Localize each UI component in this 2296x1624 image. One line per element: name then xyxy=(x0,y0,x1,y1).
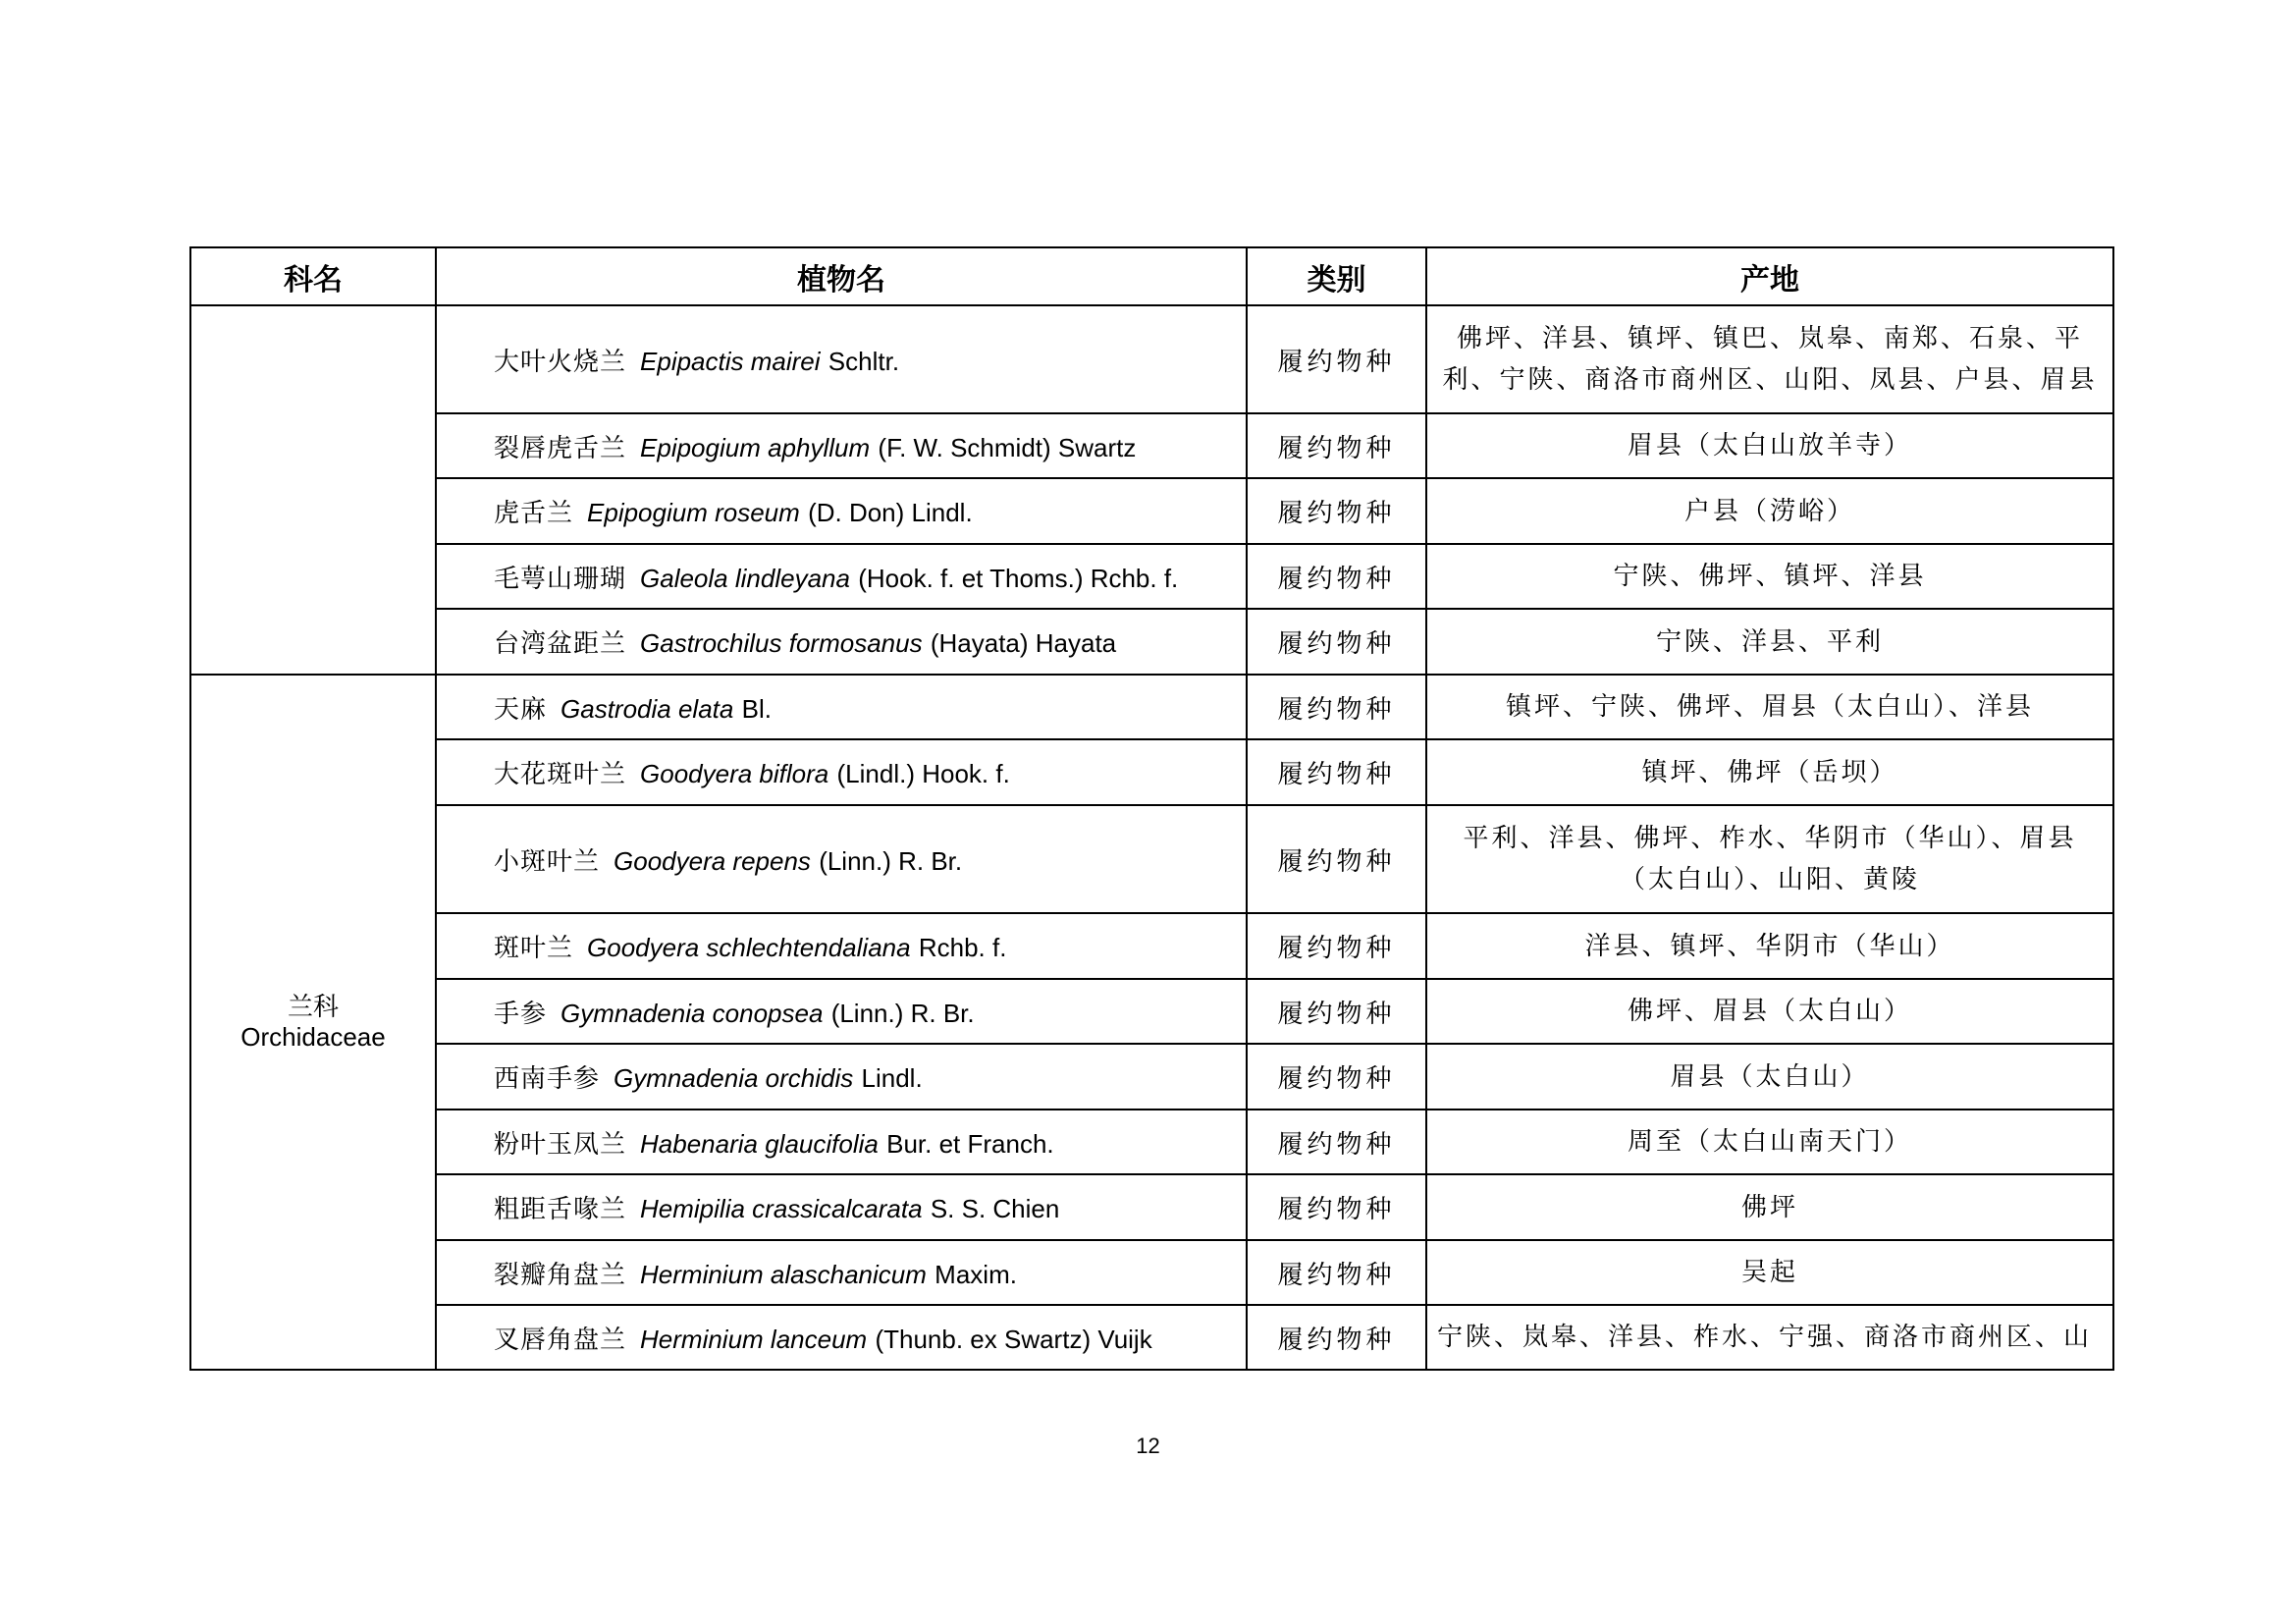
locality-cell: 户县（涝峪） xyxy=(1426,478,2113,544)
family-chinese-name: 兰科 xyxy=(287,993,339,1022)
category-cell: 履约物种 xyxy=(1247,675,1426,739)
plant-name-cell: 手参 Gymnadenia conopsea (Linn.) R. Br. xyxy=(436,979,1247,1044)
table-row xyxy=(190,1240,2113,1305)
table-row xyxy=(190,478,2113,544)
header-row xyxy=(190,247,2113,305)
family-cell xyxy=(190,675,436,1370)
locality-cell: 眉县（太白山） xyxy=(1426,1044,2113,1110)
header-family: 科名 xyxy=(190,247,436,305)
plant-name-cell: 大花斑叶兰 Goodyera biflora (Lindl.) Hook. f. xyxy=(436,739,1247,805)
plant-name-cell: 粉叶玉凤兰 Habenaria glaucifolia Bur. et Franch. xyxy=(436,1110,1247,1174)
table-row xyxy=(190,413,2113,478)
table-row xyxy=(190,1174,2113,1240)
category-cell: 履约物种 xyxy=(1247,609,1426,675)
category-cell: 履约物种 xyxy=(1247,805,1426,913)
category-cell: 履约物种 xyxy=(1247,305,1426,413)
table-row xyxy=(190,913,2113,979)
plant-name-cell: 小斑叶兰 Goodyera repens (Linn.) R. Br. xyxy=(436,805,1247,913)
table-row xyxy=(190,805,2113,913)
table-row xyxy=(190,1044,2113,1110)
plant-name-cell: 大叶火烧兰 Epipactis mairei Schltr. xyxy=(436,305,1247,413)
plant-name-cell: 裂唇虎舌兰 Epipogium aphyllum (F. W. Schmidt) Swartz xyxy=(436,413,1247,478)
family-latin-name: Orchidaceae xyxy=(240,1022,386,1052)
table-row xyxy=(190,544,2113,609)
category-cell: 履约物种 xyxy=(1247,1110,1426,1174)
category-cell: 履约物种 xyxy=(1247,1240,1426,1305)
locality-cell: 洋县、镇坪、华阴市（华山） xyxy=(1426,913,2113,979)
header-plant-name: 植物名 xyxy=(436,247,1247,305)
plant-name-cell: 粗距舌喙兰 Hemipilia crassicalcarata S. S. Chien xyxy=(436,1174,1247,1240)
locality-cell: 平利、洋县、佛坪、柞水、华阴市（华山）、眉县（太白山）、山阳、黄陵 xyxy=(1426,805,2113,913)
category-cell: 履约物种 xyxy=(1247,739,1426,805)
page-number: 12 xyxy=(1136,1434,1160,1458)
locality-cell: 镇坪、宁陕、佛坪、眉县（太白山）、洋县 xyxy=(1426,675,2113,739)
table-row xyxy=(190,675,2113,739)
table-row xyxy=(190,305,2113,413)
category-cell: 履约物种 xyxy=(1247,1044,1426,1110)
plant-name-cell: 西南手参 Gymnadenia orchidis Lindl. xyxy=(436,1044,1247,1110)
header-category: 类别 xyxy=(1247,247,1426,305)
locality-cell: 宁陕、佛坪、镇坪、洋县 xyxy=(1426,544,2113,609)
locality-cell: 佛坪 xyxy=(1426,1174,2113,1240)
locality-cell: 周至（太白山南天门） xyxy=(1426,1110,2113,1174)
category-cell: 履约物种 xyxy=(1247,1305,1426,1370)
category-cell: 履约物种 xyxy=(1247,544,1426,609)
table-row xyxy=(190,609,2113,675)
plant-name-cell: 裂瓣角盘兰 Herminium alaschanicum Maxim. xyxy=(436,1240,1247,1305)
plant-name-cell: 天麻 Gastrodia elata Bl. xyxy=(436,675,1247,739)
header-locality: 产地 xyxy=(1426,247,2113,305)
table-row xyxy=(190,739,2113,805)
plant-name-cell: 台湾盆距兰 Gastrochilus formosanus (Hayata) Hayata xyxy=(436,609,1247,675)
category-cell: 履约物种 xyxy=(1247,413,1426,478)
locality-cell: 镇坪、佛坪（岳坝） xyxy=(1426,739,2113,805)
table-row xyxy=(190,1110,2113,1174)
locality-cell: 宁陕、岚皋、洋县、柞水、宁强、商洛市商州区、山 xyxy=(1426,1305,2113,1370)
category-cell: 履约物种 xyxy=(1247,979,1426,1044)
category-cell: 履约物种 xyxy=(1247,1174,1426,1240)
table-row xyxy=(190,979,2113,1044)
locality-cell: 宁陕、洋县、平利 xyxy=(1426,609,2113,675)
locality-cell: 眉县（太白山放羊寺） xyxy=(1426,413,2113,478)
locality-cell: 吴起 xyxy=(1426,1240,2113,1305)
family-cell-top xyxy=(190,305,436,675)
plant-name-cell: 毛萼山珊瑚 Galeola lindleyana (Hook. f. et Thoms.) Rchb. f. xyxy=(436,544,1247,609)
plant-name-cell: 斑叶兰 Goodyera schlechtendaliana Rchb. f. xyxy=(436,913,1247,979)
category-cell: 履约物种 xyxy=(1247,478,1426,544)
species-table xyxy=(189,246,2114,1371)
category-cell: 履约物种 xyxy=(1247,913,1426,979)
plant-name-cell: 叉唇角盘兰 Herminium lanceum (Thunb. ex Swartz) Vuijk xyxy=(436,1305,1247,1370)
locality-cell: 佛坪、洋县、镇坪、镇巴、岚皋、南郑、石泉、平利、宁陕、商洛市商州区、山阳、凤县、户县、眉县 xyxy=(1426,305,2113,413)
locality-cell: 佛坪、眉县（太白山） xyxy=(1426,979,2113,1044)
table-row xyxy=(190,1305,2113,1370)
plant-name-cell: 虎舌兰 Epipogium roseum (D. Don) Lindl. xyxy=(436,478,1247,544)
